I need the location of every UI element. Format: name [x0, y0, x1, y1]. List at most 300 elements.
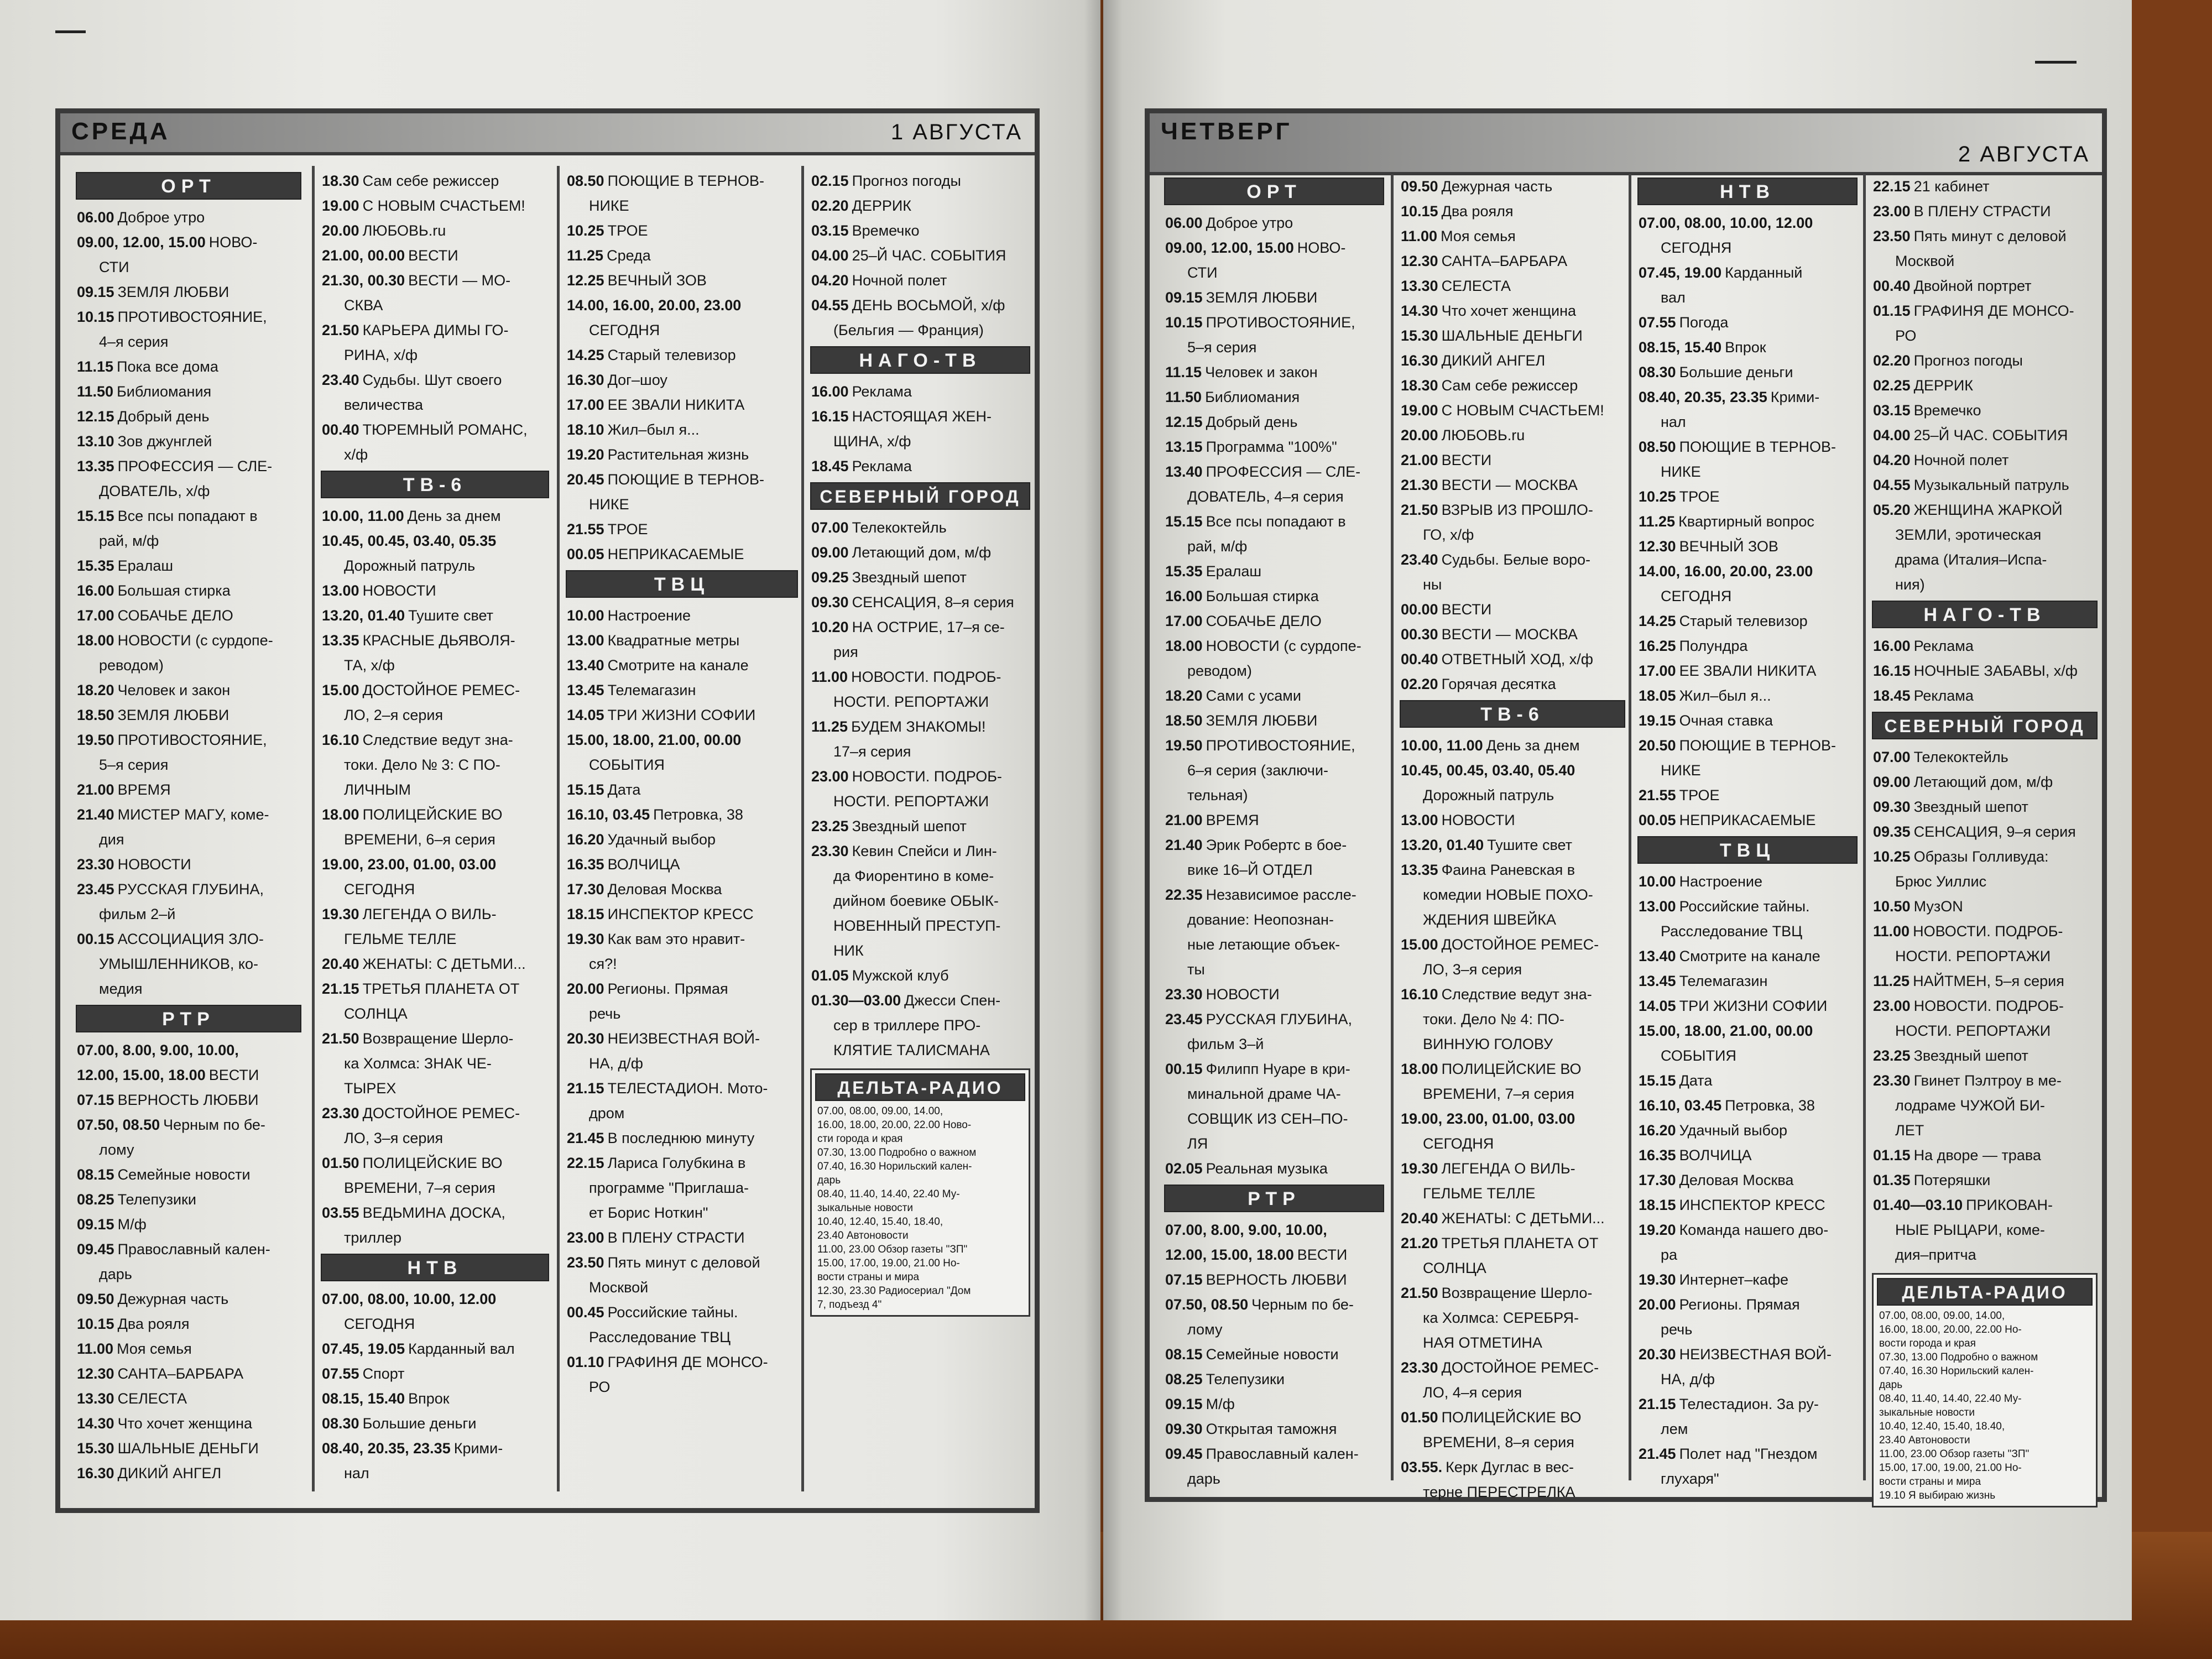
- program-entry: [807, 590, 1034, 615]
- program-entry: [807, 665, 1034, 690]
- program-entry: [72, 554, 305, 578]
- program-title: Судьбы. Белые воро-: [1441, 551, 1590, 568]
- radio-line: зыкальные новости: [817, 1202, 913, 1214]
- program-entry: [1161, 733, 1387, 758]
- program-time: 00.40: [1873, 278, 1911, 294]
- program-continuation: НОСТИ. РЕПОРТАЖИ: [833, 793, 989, 810]
- program-entry: [72, 1361, 305, 1386]
- column-divider: [557, 166, 560, 1491]
- program-entry: [1869, 795, 2101, 820]
- radio-line: 23.40 Автоновости: [1879, 1434, 1970, 1446]
- program-time: 10.15: [1165, 314, 1203, 331]
- program-entry: [317, 318, 552, 343]
- program-entry: [1161, 708, 1387, 733]
- program-entry: [1869, 473, 2101, 498]
- program-title: МузON: [1913, 898, 1963, 915]
- program-entry: [1634, 385, 1861, 410]
- program-time: 15.15: [1165, 513, 1203, 530]
- program-title: ДИКИЙ АНГЕЛ: [1441, 352, 1546, 369]
- column-divider: [1629, 174, 1631, 1480]
- program-continuation: ГО, х/ф: [1423, 526, 1474, 543]
- program-time: 07.00: [811, 519, 849, 536]
- program-continuation: НОСТИ. РЕПОРТАЖИ: [833, 693, 989, 710]
- program-time: 09.35: [1873, 823, 1911, 840]
- program-entry: [562, 852, 801, 877]
- program-entry: [1161, 310, 1387, 335]
- program-time: 03.55: [322, 1204, 359, 1221]
- program-continuation: вике 16–Й ОТДЕЛ: [1187, 862, 1313, 878]
- program-time: 02.15: [811, 173, 849, 189]
- program-entry: [1161, 211, 1387, 236]
- program-entry: [1396, 498, 1629, 523]
- program-title: Телепузики: [117, 1191, 196, 1208]
- program-continuation: 5–я серия: [1187, 339, 1257, 356]
- program-entry: [72, 404, 305, 429]
- program-title: ВОЛЧИЦА: [1679, 1147, 1752, 1164]
- program-title: ЗЕМЛЯ ЛЮБВИ: [117, 284, 229, 300]
- program-time: 16.20: [567, 831, 604, 848]
- program-time: 21.50: [322, 1030, 359, 1047]
- program-entry: [562, 1225, 801, 1250]
- program-time: 01.50: [1401, 1409, 1438, 1426]
- program-title: Моя семья: [117, 1340, 192, 1357]
- program-time: 15.35: [1165, 563, 1203, 580]
- program-time: 05.20: [1873, 502, 1911, 518]
- program-title: Черным по бе-: [1251, 1296, 1354, 1313]
- program-entry: [317, 1201, 552, 1225]
- program-title: С НОВЫМ СЧАСТЬЕМ!: [1441, 402, 1604, 419]
- channel-header: РТР: [1164, 1185, 1384, 1212]
- program-continuation: НИКЕ: [1661, 463, 1701, 480]
- program-title: НЕПРИКАСАЕМЫЕ: [607, 546, 744, 562]
- program-entry: [1869, 373, 2101, 398]
- program-time: 21.45: [567, 1130, 604, 1146]
- program-title: Дежурная часть: [1441, 178, 1553, 195]
- program-continuation: ка Холмса: СЕРЕБРЯ-: [1423, 1310, 1579, 1326]
- program-continuation: ВРЕМЕНИ, 7–я серия: [344, 1180, 495, 1196]
- program-time: 01.50: [322, 1155, 359, 1171]
- program-time: 13.45: [567, 682, 604, 698]
- program-entry: [1869, 498, 2101, 523]
- program-entry: [1396, 1206, 1629, 1231]
- program-entry: [1161, 684, 1387, 708]
- program-continuation: СОЛНЦА: [344, 1005, 408, 1022]
- program-title: Российские тайны.: [1679, 898, 1810, 915]
- program-title: Семейные новости: [1206, 1346, 1339, 1363]
- program-title: Дог–шоу: [607, 372, 667, 388]
- program-title: Лариса Голубкина в: [607, 1155, 746, 1171]
- program-continuation: НИКЕ: [589, 197, 629, 214]
- program-entry: [562, 603, 801, 628]
- program-title: СОБАЧЬЕ ДЕЛО: [117, 607, 233, 624]
- program-time: 11.50: [1165, 389, 1202, 405]
- program-title: ЕЕ ЗВАЛИ НИКИТА: [607, 397, 745, 413]
- program-time: 18.50: [77, 707, 114, 723]
- program-time: 18.45: [811, 458, 849, 474]
- program-time: 19.00: [1401, 402, 1438, 419]
- program-title: В ПЛЕНУ СТРАСТИ: [607, 1229, 745, 1246]
- program-title: Гвинет Пэлтроу в ме-: [1913, 1072, 2062, 1089]
- program-time: 18.15: [1639, 1197, 1676, 1213]
- program-entry: [1634, 869, 1861, 894]
- program-time: 00.15: [1165, 1061, 1203, 1077]
- program-title: ВОЛЧИЦА: [607, 856, 680, 873]
- program-title: ПОЮЩИЕ В ТЕРНОВ-: [1679, 737, 1837, 754]
- program-time: 08.50: [567, 173, 604, 189]
- page-header: [60, 113, 1035, 155]
- program-title: Дата: [607, 781, 641, 798]
- program-title: Большая стирка: [117, 582, 231, 599]
- program-entry: [1396, 1057, 1629, 1082]
- program-entry: [317, 194, 552, 218]
- program-time: 04.55: [1873, 477, 1911, 493]
- program-time: 15.00: [1401, 936, 1438, 953]
- program-entry: [1634, 1442, 1861, 1467]
- program-entry: [317, 1287, 552, 1312]
- program-entry: [562, 827, 801, 852]
- program-entry: [807, 243, 1034, 268]
- program-title: Следствие ведут зна-: [1441, 986, 1592, 1003]
- program-title: ВРЕМЯ: [1206, 812, 1259, 828]
- program-title: Российские тайны.: [607, 1304, 738, 1321]
- program-time: 23.45: [77, 881, 114, 898]
- program-entry: [1634, 609, 1861, 634]
- program-time: 21.55: [1639, 787, 1676, 804]
- program-continuation: ния): [1895, 576, 1925, 593]
- program-title: Реальная музыка: [1206, 1160, 1328, 1177]
- program-title: КРАСНЫЕ ДЬЯВОЛЯ-: [362, 632, 515, 649]
- program-entry: [562, 418, 801, 442]
- program-time: 15.30: [1401, 327, 1438, 344]
- program-entry: [562, 1350, 801, 1375]
- radio-line: 08.40, 11.40, 14.40, 22.40 Му-: [1879, 1393, 2022, 1405]
- program-continuation: фильм 2–й: [99, 906, 176, 922]
- program-time: 14.25: [567, 347, 604, 363]
- program-title: Тушите свет: [1487, 837, 1572, 853]
- program-entry: [317, 1101, 552, 1126]
- program-entry: [807, 218, 1034, 243]
- program-entry: [1396, 224, 1629, 249]
- program-time: 19.20: [1639, 1222, 1676, 1238]
- program-entry: [562, 653, 801, 678]
- program-title: Православный кален-: [117, 1241, 270, 1258]
- radio-line: 16.00, 18.00, 20.00, 22.00 Ново-: [817, 1119, 972, 1131]
- program-time: 18.30: [322, 173, 359, 189]
- program-time: 16.10: [1401, 986, 1438, 1003]
- program-time: 00.05: [1639, 812, 1676, 828]
- program-title: НЕИЗВЕСТНАЯ ВОЙ-: [607, 1030, 760, 1047]
- program-entry: [1869, 274, 2101, 299]
- program-title: ЗЕМЛЯ ЛЮБВИ: [117, 707, 229, 723]
- program-title: ПРИКОВАН-: [1966, 1197, 2053, 1213]
- program-time: 19.00, 23.00, 01.00, 03.00: [322, 856, 497, 873]
- program-time: 19.00: [322, 197, 359, 214]
- program-time: 15.00, 18.00, 21.00, 00.00: [567, 732, 742, 748]
- program-continuation: ДОВАТЕЛЬ, х/ф: [99, 483, 210, 499]
- program-entry: [1869, 1143, 2101, 1168]
- program-title: ПРОТИВОСТОЯНИЕ,: [117, 732, 267, 748]
- program-entry: [1161, 435, 1387, 460]
- program-time: 13.40: [1165, 463, 1203, 480]
- program-time: 04.20: [811, 272, 849, 289]
- radio-line: 23.40 Автоновости: [817, 1230, 909, 1241]
- program-title: В ПЛЕНУ СТРАСТИ: [1913, 203, 2051, 220]
- program-title: Карданный вал: [408, 1340, 515, 1357]
- schedule-column: [1869, 174, 2101, 1501]
- program-entry: [1161, 410, 1387, 435]
- program-time: 20.45: [567, 471, 604, 488]
- program-continuation: СЕГОДНЯ: [1661, 239, 1732, 256]
- program-title: НЕИЗВЕСТНАЯ ВОЙ-: [1679, 1346, 1832, 1363]
- program-time: 01.15: [1873, 1147, 1911, 1164]
- program-entry: [1396, 1107, 1629, 1131]
- program-time: 02.20: [1401, 676, 1438, 692]
- program-continuation: токи. Дело № 3: С ПО-: [344, 757, 500, 773]
- program-time: 13.35: [77, 458, 114, 474]
- program-entry: [562, 393, 801, 418]
- program-time: 02.25: [1873, 377, 1911, 394]
- program-title: Большие деньги: [1679, 364, 1793, 380]
- program-title: ДОСТОЙНОЕ РЕМЕС-: [1441, 1359, 1599, 1376]
- program-entry: [1396, 448, 1629, 473]
- channel-header: РТР: [76, 1005, 301, 1032]
- program-title: ПОЛИЦЕЙСКИЕ ВО: [362, 806, 503, 823]
- program-title: Мужской клуб: [852, 967, 949, 984]
- program-title: Удачный выбор: [1679, 1122, 1788, 1139]
- program-title: Звездный шепот: [852, 818, 967, 834]
- program-entry: [317, 728, 552, 753]
- program-entry: [1634, 509, 1861, 534]
- program-continuation: КЛЯТИЕ ТАЛИСМАНА: [833, 1042, 990, 1058]
- program-time: 18.00: [1401, 1061, 1438, 1077]
- radio-schedule-box: [1872, 1273, 2098, 1507]
- program-entry: [317, 529, 552, 554]
- program-time: 00.30: [1401, 626, 1438, 643]
- program-title: Звездный шепот: [1913, 799, 2028, 815]
- program-continuation: СОВЩИК ИЗ СЕН–ПО-: [1187, 1110, 1348, 1127]
- program-title: Человек и закон: [117, 682, 231, 698]
- channel-header: НАГО-ТВ: [1872, 601, 2098, 628]
- program-continuation: речь: [1661, 1321, 1693, 1338]
- program-time: 07.00, 08.00, 10.00, 12.00: [322, 1291, 497, 1307]
- program-time: 15.30: [77, 1440, 114, 1457]
- program-time: 00.45: [567, 1304, 604, 1321]
- program-entry: [72, 1386, 305, 1411]
- program-time: 17.00: [1639, 662, 1676, 679]
- program-time: 12.30: [1639, 538, 1676, 555]
- program-continuation: НЫЕ РЫЦАРИ, коме-: [1895, 1222, 2045, 1238]
- program-continuation: реводом): [99, 657, 164, 674]
- radio-line: 07.30, 13.00 Подробно о важном: [1879, 1352, 2038, 1363]
- program-title: ЛЮБОВЬ.ru: [1441, 427, 1525, 444]
- program-entry: [1396, 398, 1629, 423]
- program-entry: [317, 218, 552, 243]
- program-time: 11.00: [1401, 228, 1438, 244]
- program-time: 18.00: [77, 632, 114, 649]
- program-title: Реклама: [1913, 638, 1974, 654]
- program-entry: [72, 927, 305, 952]
- program-title: Потеряшки: [1913, 1172, 1991, 1188]
- program-title: ПРОТИВОСТОЯНИЕ,: [117, 309, 267, 325]
- program-entry: [1396, 1455, 1629, 1480]
- program-entry: [1396, 174, 1629, 199]
- program-entry: [562, 778, 801, 802]
- program-title: ПРОТИВОСТОЯНИЕ,: [1206, 314, 1355, 331]
- schedule-column: [1161, 174, 1387, 1487]
- program-title: ЛЮБОВЬ.ru: [362, 222, 446, 239]
- program-entry: [1634, 969, 1861, 994]
- program-time: 11.00: [811, 669, 848, 685]
- program-title: НОВОСТИ: [1441, 812, 1515, 828]
- program-title: День за днем: [1486, 737, 1580, 754]
- program-title: НЕПРИКАСАЕМЫЕ: [1679, 812, 1816, 828]
- program-continuation: дром: [589, 1105, 625, 1121]
- program-entry: [1869, 659, 2101, 684]
- program-time: 11.15: [77, 358, 114, 375]
- program-continuation: 5–я серия: [99, 757, 169, 773]
- program-time: 09.30: [811, 594, 849, 611]
- program-title: 25–Й ЧАС. СОБЫТИЯ: [1913, 427, 2068, 444]
- program-time: 09.25: [811, 569, 849, 586]
- program-time: 15.00: [322, 682, 359, 698]
- program-title: НОЧНЫЕ ЗАБАВЫ, х/ф: [1913, 662, 2078, 679]
- program-time: 11.00: [77, 1340, 114, 1357]
- program-title: АССОЦИАЦИЯ ЗЛО-: [117, 931, 264, 947]
- program-time: 20.30: [567, 1030, 604, 1047]
- program-title: Большие деньги: [362, 1415, 477, 1432]
- program-continuation: лому: [99, 1141, 134, 1158]
- program-continuation: ВРЕМЕНИ, 8–я серия: [1423, 1434, 1574, 1451]
- program-entry: [72, 1312, 305, 1337]
- program-title: Пять минут с деловой: [607, 1254, 760, 1271]
- program-title: КАРЬЕРА ДИМЫ ГО-: [362, 322, 509, 338]
- day-title: ЧЕТВЕРГ: [1161, 118, 1292, 145]
- program-entry: [1161, 509, 1387, 534]
- program-entry: [1396, 348, 1629, 373]
- program-continuation: РО: [589, 1379, 611, 1395]
- program-time: 17.30: [1639, 1172, 1676, 1188]
- program-entry: [1869, 894, 2101, 919]
- program-title: Двойной портрет: [1913, 278, 2032, 294]
- program-continuation: медия: [99, 980, 143, 997]
- program-time: 11.25: [567, 247, 604, 264]
- program-entry: [1396, 808, 1629, 833]
- program-time: 18.30: [1401, 377, 1438, 394]
- program-title: ТРОЕ: [1679, 488, 1720, 505]
- radio-line: 15.00, 17.00, 19.00, 21.00 Но-: [1879, 1462, 2022, 1474]
- program-entry: [1869, 919, 2101, 944]
- program-entry: [562, 802, 801, 827]
- program-continuation: ДОВАТЕЛЬ, 4–я серия: [1187, 488, 1344, 505]
- program-time: 16.30: [567, 372, 604, 388]
- program-title: Старый телевизор: [607, 347, 736, 363]
- program-entry: [72, 1038, 305, 1063]
- program-entry: [1161, 609, 1387, 634]
- program-time: 18.45: [1873, 687, 1911, 704]
- program-time: 16.30: [77, 1465, 114, 1481]
- program-entry: [1869, 820, 2101, 844]
- program-title: Пока все дома: [117, 358, 218, 375]
- program-entry: [317, 902, 552, 927]
- program-entry: [1634, 1392, 1861, 1417]
- program-title: Независимое рассле-: [1206, 886, 1357, 903]
- program-time: 08.50: [1639, 439, 1676, 455]
- program-time: 19.20: [567, 446, 604, 463]
- program-entry: [1869, 398, 2101, 423]
- program-entry: [1161, 1243, 1387, 1267]
- program-entry: [1869, 448, 2101, 473]
- program-time: 13.20, 01.40: [1401, 837, 1484, 853]
- program-entry: [562, 169, 801, 194]
- program-entry: [1869, 770, 2101, 795]
- program-continuation: НОСТИ. РЕПОРТАЖИ: [1895, 1022, 2051, 1039]
- program-title: Регионы. Прямая: [1679, 1296, 1800, 1313]
- program-continuation: лому: [1187, 1321, 1223, 1338]
- program-entry: [1396, 672, 1629, 697]
- program-entry: [72, 1411, 305, 1436]
- program-time: 10.25: [1639, 488, 1676, 505]
- program-title: Телекоктейль: [1913, 749, 2008, 765]
- program-title: Открытая таможня: [1206, 1421, 1337, 1437]
- program-time: 08.30: [1639, 364, 1676, 380]
- program-time: 21.30, 00.30: [322, 272, 405, 289]
- program-entry: [562, 1300, 801, 1325]
- program-time: 13.00: [567, 632, 604, 649]
- program-time: 16.35: [1639, 1147, 1676, 1164]
- program-entry: [562, 517, 801, 542]
- program-entry: [1634, 335, 1861, 360]
- program-title: Настроение: [607, 607, 691, 624]
- program-entry: [807, 540, 1034, 565]
- program-title: Что хочет женщина: [117, 1415, 253, 1432]
- program-title: Библиомания: [1205, 389, 1300, 405]
- program-entry: [72, 1287, 305, 1312]
- program-title: Телепузики: [1206, 1371, 1285, 1387]
- program-title: ВЕДЬМИНА ДОСКА,: [362, 1204, 505, 1221]
- program-time: 12.30: [77, 1365, 114, 1382]
- program-entry: [1396, 622, 1629, 647]
- program-entry: [562, 1026, 801, 1051]
- program-continuation: СЕГОДНЯ: [1423, 1135, 1494, 1152]
- program-continuation: программе "Приглаша-: [589, 1180, 749, 1196]
- program-continuation: НОВЕННЫЙ ПРЕСТУП-: [833, 917, 1001, 934]
- program-title: М/ф: [117, 1216, 147, 1233]
- program-time: 13.35: [322, 632, 359, 649]
- program-entry: [317, 578, 552, 603]
- program-time: 01.35: [1873, 1172, 1911, 1188]
- program-time: 13.30: [1401, 278, 1438, 294]
- program-time: 10.00, 11.00: [322, 508, 404, 524]
- program-title: ЖЕНАТЫ: С ДЕТЬМИ...: [1441, 1210, 1605, 1227]
- program-entry: [1634, 1193, 1861, 1218]
- program-entry: [72, 728, 305, 753]
- program-entry: [72, 230, 305, 255]
- program-time: 04.20: [1873, 452, 1911, 468]
- channel-header: НТВ: [321, 1254, 549, 1281]
- program-continuation: да Фиорентино в коме-: [833, 868, 994, 884]
- program-title: На дворе — трава: [1913, 1147, 2041, 1164]
- program-entry: [562, 728, 801, 753]
- program-entry: [317, 802, 552, 827]
- program-title: ВЕСТИ: [1297, 1246, 1348, 1263]
- program-continuation: дарь: [99, 1266, 132, 1282]
- program-time: 18.00: [1165, 638, 1203, 654]
- program-time: 08.15, 15.40: [1639, 339, 1722, 356]
- program-time: 21.00: [1401, 452, 1438, 468]
- radio-line: 07.40, 16.30 Норильский кален-: [1879, 1365, 2034, 1377]
- program-entry: [72, 603, 305, 628]
- program-title: Карданный: [1725, 264, 1803, 281]
